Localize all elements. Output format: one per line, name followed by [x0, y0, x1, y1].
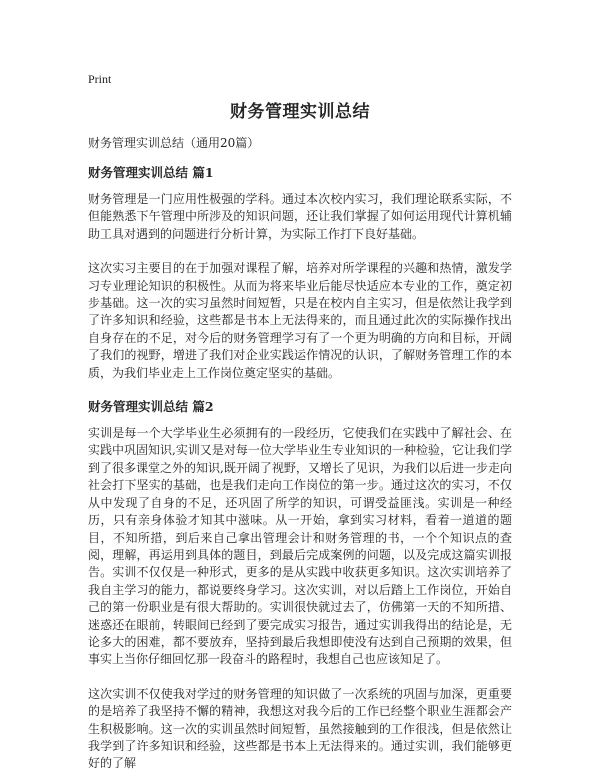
section-2	[88, 399, 512, 773]
section-heading: 财务管理实训总结 篇2	[88, 399, 214, 415]
document-title: 财务管理实训总结	[230, 102, 370, 122]
paragraph: 这次实习主要目的在于加强对课程了解，培养对所学课程的兴趣和热情，激发学习专业理论知识的积极性。从而为将来毕业后能尽快适应本专业的工作，奠定初步基础。这一次的实习虽然时间短暂，只是在校内自主实习，但是依然让我学到了许多知识和经验，这些都是书本上无法得来的，而且通过此次的实际操作找出自身存在的不足，对今后的财务管理学习有了一个更为明确的方向和目标，开阔了我们的视野，增进了我们对企业实践运作情况的认识，了解财务管理工作的本质，为我们毕业走上工作岗位奠定坚实的基础。	[88, 261, 512, 380]
print-label[interactable]: Print	[88, 72, 112, 86]
document-subtitle: 财务管理实训总结（通用20篇）	[88, 136, 260, 150]
section-1	[88, 165, 512, 382]
paragraph: 实训是每一个大学毕业生必须拥有的一段经历，它使我们在实践中了解社会、在实践中巩固知识,实训又是对每一位大学毕业生专业知识的一种检验，它让我们学到了很多课堂之外的知识,既开阔了视野，又增长了见识，为我们以后进一步走向社会打下坚实的基础，也是我们走向工作岗位的第一步。通过这次的实习，不仅从中发现了自身的不足，还巩固了所学的知识，可谓受益匪浅。实训是一种经历，只有亲身体验才知其中滋味。从一开始，拿到实习材料，看着一道道的题目，不知所措，到后来自己拿出管理会计和财务管理的书，一个个知识点的查阅，理解，再运用到具体的题目，到最后完成案例的问题，以及完成这篇实训报告。实训不仅仅是一种形式，更多的是从实践中收获更多知识。这次实训培养了我自主学习的能力，都说要终身学习。这次实训，对以后踏上工作岗位，开始自己的第一份职业是有很大帮助的。实训很快就过去了，仿佛第一天的不知所措、迷惑还在眼前，转眼间已经到了要完成实习报告，通过实训我得出的结论是，无论多大的困难，都不要放弃，坚持到最后我想即使没有达到自己预期的效果，但事实上当你仔细回忆那一段奋斗的路程时，我想自己也应该知足了。	[88, 426, 512, 667]
paragraph: 财务管理是一门应用性极强的学科。通过本次校内实习，我们理论联系实际，不但能熟悉下午管理中所涉及的知识问题，还让我们掌握了如何运用现代计算机辅助工具对遇到的问题进行分析计算，为实际工作打下良好基础。	[88, 192, 512, 241]
section-heading: 财务管理实训总结 篇1	[88, 165, 214, 180]
paragraph: 这次实训不仅使我对学过的财务管理的知识做了一次系统的巩固与加深，更重要的是培养了我坚持不懈的精神，我想这对我今后的工作已经整个职业生涯都会产生积极影响。这一次的实训虽然时间短暂，虽然接触到的工作很浅，但是依然让我学到了许多知识和经验，这些都是书本上无法得来的。通过实训，我们能够更好的了解	[88, 686, 512, 771]
